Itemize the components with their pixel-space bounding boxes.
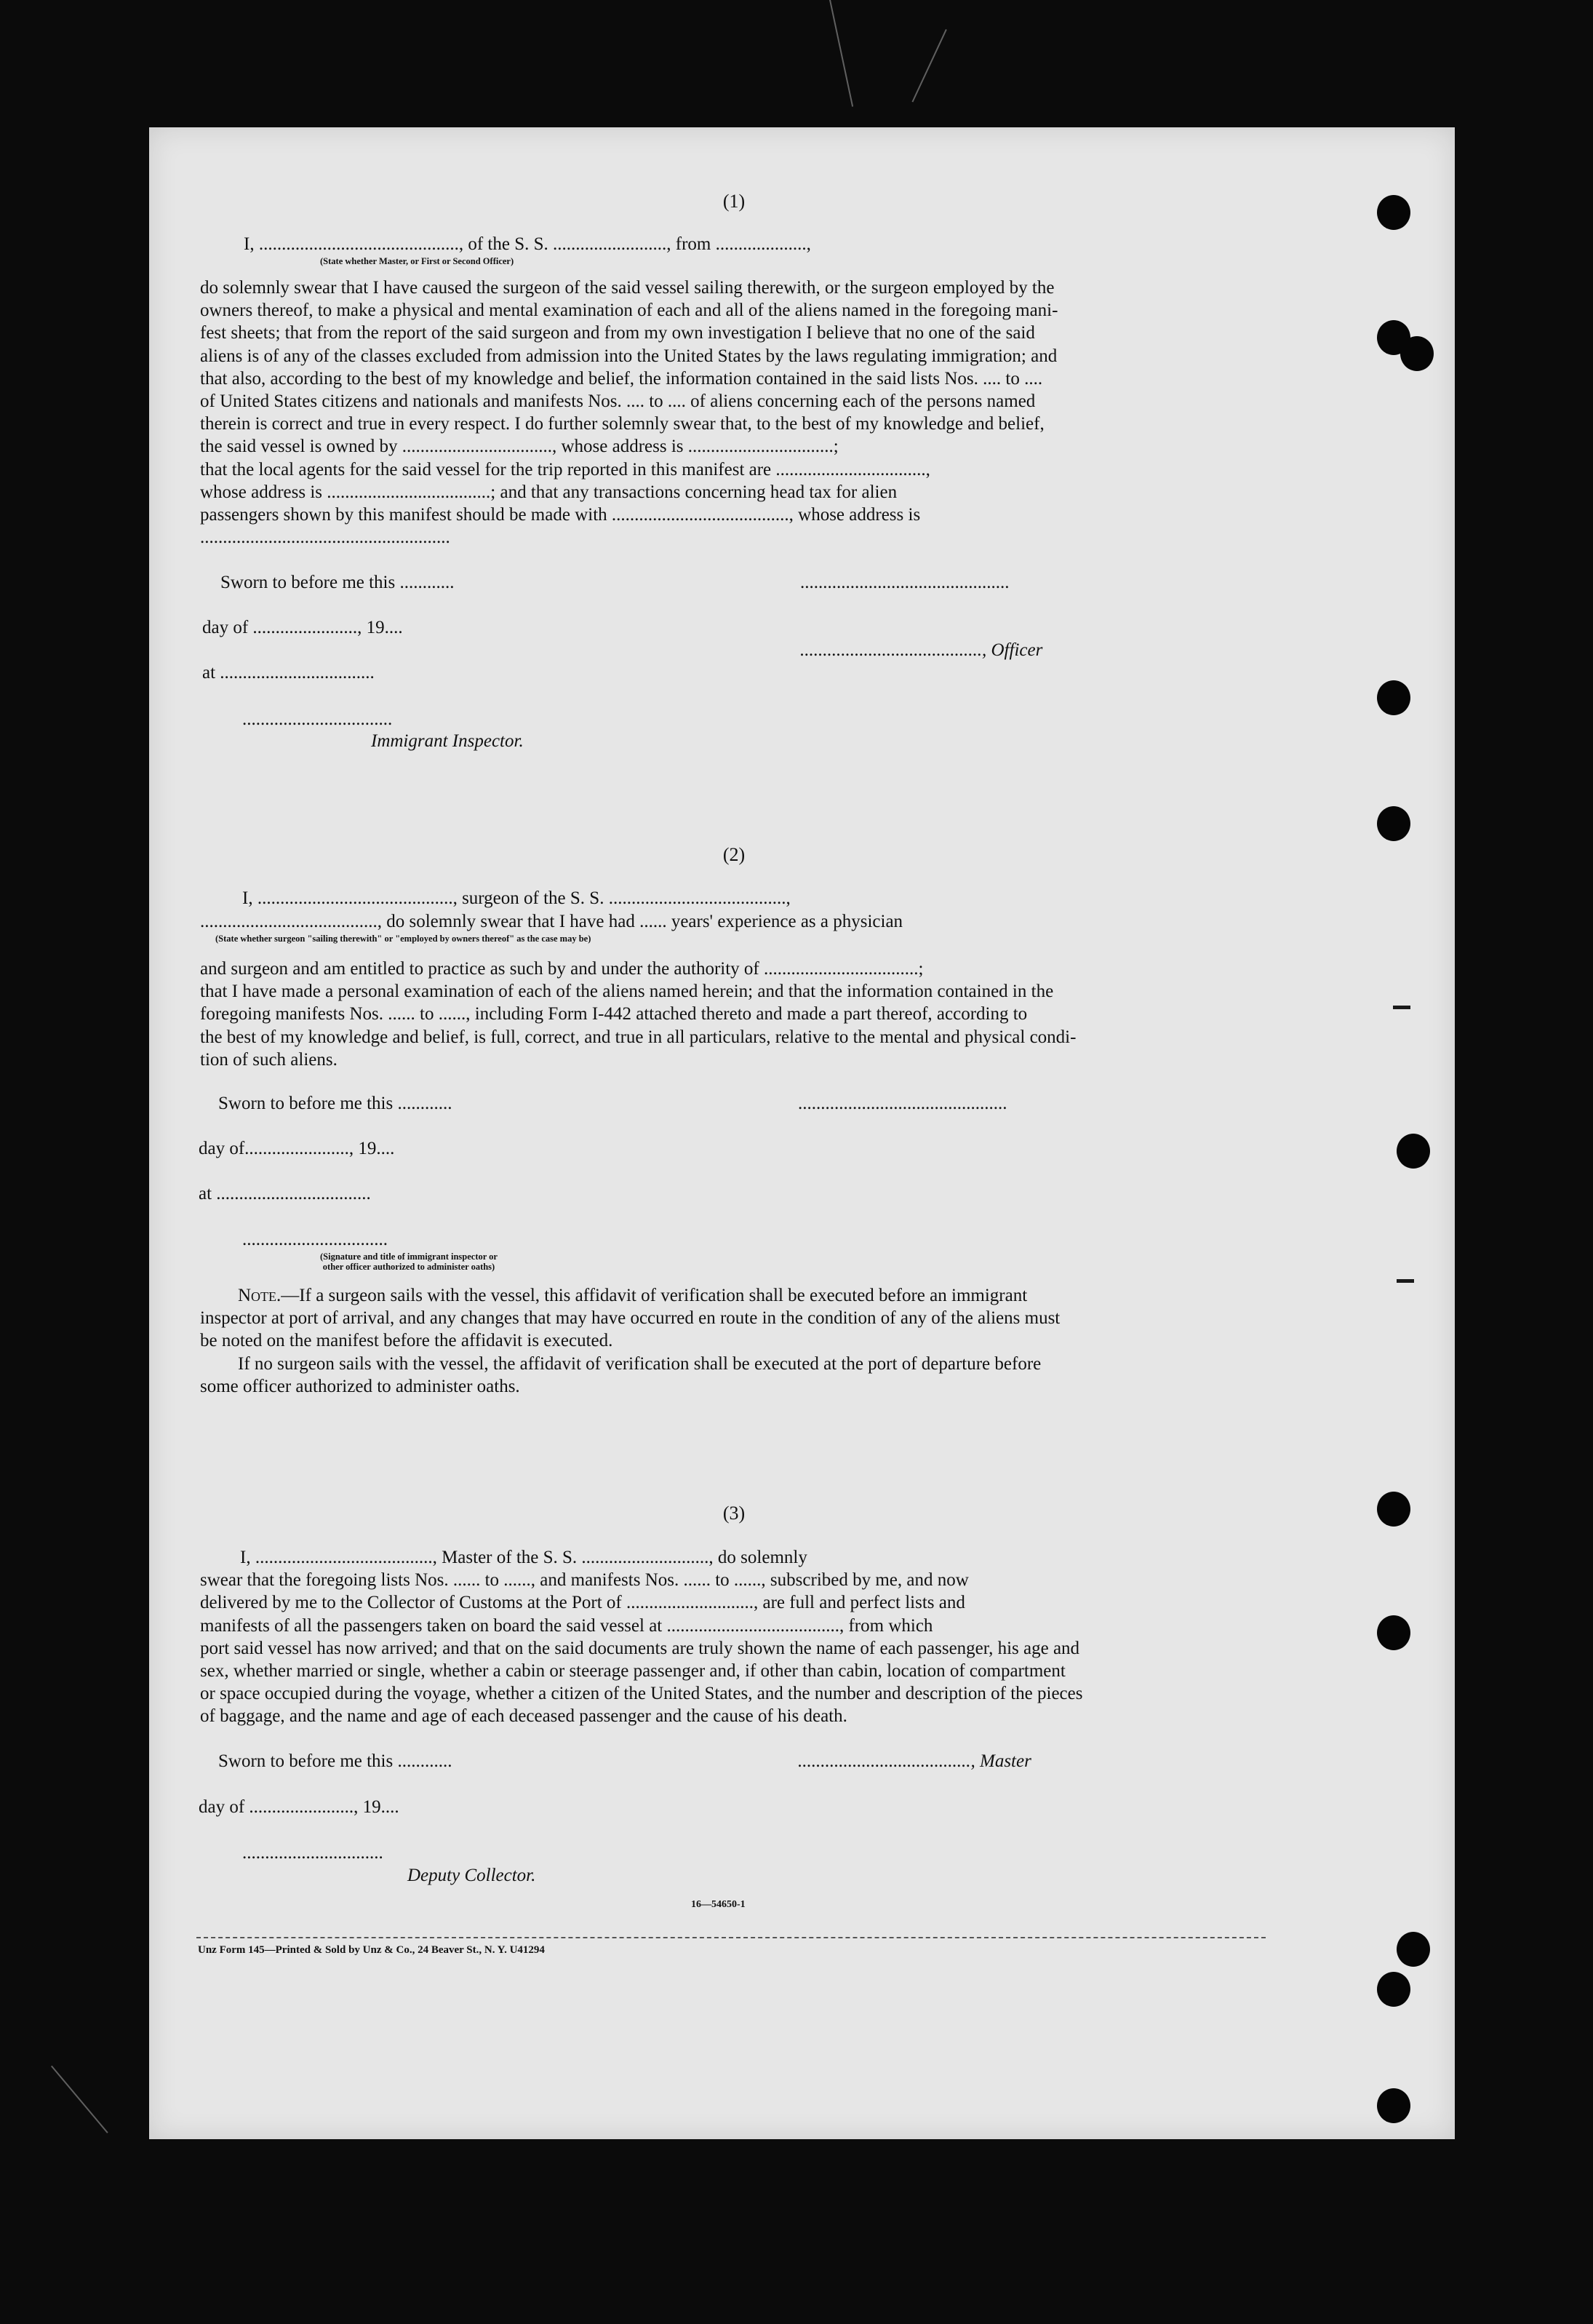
- note-line: be noted on the manifest before the affidavit is executed.: [200, 1331, 613, 1351]
- section-1-caption: (State whether Master, or First or Second Officer): [320, 256, 514, 266]
- section-3-master-line: ......................................, Master: [798, 1751, 1031, 1771]
- section-2-signature-caption: [249, 1251, 569, 1272]
- section-3-signature-dots: ...............................: [242, 1843, 383, 1863]
- section-2-note: [200, 1284, 1266, 1398]
- paragraph-line: I, ......................................., Master of the S. S. ............................, do solemnly: [240, 1548, 807, 1567]
- section-3-sworn: Sworn to before me this ............: [218, 1751, 452, 1771]
- paragraph-line: fest sheets; that from the report of the said surgeon and from my own investigation I believe that no one of the said: [200, 323, 1035, 343]
- note-line: inspector at port of arrival, and any changes that may have occurred en route in the condition of any of the aliens must: [200, 1308, 1061, 1329]
- paragraph-line: owners thereof, to make a physical and mental examination of each and all of the aliens named in the foregoing mani-: [200, 301, 1058, 321]
- signature-caption-line: other officer authorized to administer oaths): [322, 1262, 495, 1272]
- section-1-day-of: day of ......................., 19....: [202, 618, 403, 637]
- section-2-at: at ..................................: [199, 1184, 371, 1203]
- section-1-paragraph: [200, 276, 1266, 549]
- paragraph-line: whose address is ....................................; and that any transactions concerning head tax for alien: [200, 482, 898, 502]
- paragraph-line: and surgeon and am entitled to practice as such by and under the authority of ..................................;: [200, 959, 924, 979]
- note-label: Note.: [238, 1286, 282, 1305]
- paragraph-line: manifests of all the passengers taken on board the said vessel at ......................................, from which: [200, 1615, 933, 1636]
- officer-signature-line: ........................................, Officer: [800, 640, 1043, 660]
- section-1-signature-dots: .................................: [242, 709, 393, 729]
- note-line: If no surgeon sails with the vessel, the affidavit of verification shall be executed at the port of departure before: [238, 1353, 1042, 1374]
- paragraph-line: foregoing manifests Nos. ...... to ......, including Form I-442 attached thereto and made a part thereof, according to: [200, 1004, 1028, 1024]
- paragraph-line: port said vessel has now arrived; and that on the said documents are truly shown the name of each passenger, his age and: [200, 1638, 1080, 1658]
- paragraph-line: that also, according to the best of my knowledge and belief, the information contained in the said lists Nos. .... to ....: [200, 368, 1043, 389]
- section-1-officer-line: [800, 640, 1042, 661]
- paragraph-line: do solemnly swear that I have caused the surgeon of the said vessel sailing therewith, or the surgeon employed by the: [200, 278, 1055, 298]
- section-2-officer-dots: ..............................................: [798, 1094, 1007, 1113]
- paragraph-line: the best of my knowledge and belief, is full, correct, and true in all particulars, relative to the mental and physical condi-: [200, 1027, 1077, 1047]
- paragraph-line: .......................................................: [200, 528, 450, 548]
- paragraph-line: that the local agents for the said vessel for the trip reported in this manifest are .................................,: [200, 459, 930, 479]
- paragraph-line: passengers shown by this manifest should be made with ......................................., whose address is: [200, 505, 921, 525]
- signature-caption-line: (Signature and title of immigrant inspector or: [320, 1251, 498, 1262]
- paragraph-line: of baggage, and the name and age of each deceased passenger and the cause of his death.: [200, 1706, 847, 1727]
- paragraph-line: sex, whether married or single, whether a cabin or steerage passenger and, if other than cabin, location of compartment: [200, 1661, 1066, 1682]
- section-1-officer-dots: ..............................................: [800, 573, 1010, 592]
- section-1-sworn: Sworn to before me this ............: [220, 573, 455, 592]
- paragraph-line: or space occupied during the voyage, whether a citizen of the United States, and the number and description of the pieces: [200, 1684, 1083, 1704]
- section-1-number: (1): [722, 191, 746, 212]
- section-2-paragraph: [200, 958, 1266, 1071]
- section-1-opening-line: [244, 234, 1266, 255]
- section-2-line-2: ......................................., do solemnly swear that I have had ...... years' experience as a physician: [200, 912, 903, 931]
- section-3-number: (3): [722, 1503, 746, 1524]
- section-2-sworn: Sworn to before me this ............: [218, 1094, 452, 1113]
- section-1-at: at ..................................: [202, 663, 375, 683]
- paragraph-line: swear that the foregoing lists Nos. ...... to ......, and manifests Nos. ...... to ......, subscribed by me, and now: [200, 1570, 969, 1591]
- section-3-paragraph: [200, 1546, 1266, 1728]
- section-1-opening-text: I, ............................................, of the S. S. ........................., from ....................,: [244, 234, 811, 254]
- paragraph-line: delivered by me to the Collector of Customs at the Port of ............................, are full and perfect lists and: [200, 1593, 965, 1613]
- paragraph-line: that I have made a personal examination of each of the aliens named herein; and that the information contained in the: [200, 982, 1054, 1002]
- paragraph-line: of United States citizens and nationals and manifests Nos. .... to .... of aliens concerning each of the persons named: [200, 391, 1036, 412]
- section-2-day-of: day of......................., 19....: [199, 1139, 395, 1158]
- section-2-number: (2): [722, 844, 746, 865]
- paragraph-line: the said vessel is owned by ................................., whose address is ................................;: [200, 437, 839, 457]
- paragraph-line: aliens is of any of the classes excluded from admission into the United States by the laws regulating immigration; and: [200, 346, 1058, 366]
- section-2-caption: (State whether surgeon "sailing therewith" or "employed by owners thereof" as the case may be): [215, 934, 591, 944]
- section-1-inspector-label: Immigrant Inspector.: [371, 731, 524, 751]
- section-2-line-1: I, ..........................................., surgeon of the S. S. .......................................,: [242, 888, 791, 908]
- paragraph-line: tion of such aliens.: [200, 1049, 338, 1070]
- printer-imprint: Unz Form 145—Printed & Sold by Unz & Co., 24 Beaver St., N. Y. U41294: [198, 1944, 545, 1956]
- note-line: some officer authorized to administer oaths.: [200, 1376, 520, 1396]
- section-3-collector-label: Deputy Collector.: [407, 1866, 536, 1885]
- footer-divider: [196, 1937, 1266, 1938]
- note-first-line: [200, 1284, 1266, 1307]
- section-2-signature-dots: ................................: [242, 1230, 388, 1249]
- note-line: —If a surgeon sails with the vessel, this affidavit of verification shall be executed before an immigrant: [281, 1286, 1028, 1305]
- paragraph-line: therein is correct and true in every respect. I do further solemnly swear that, to the best of my knowledge and belief,: [200, 414, 1045, 434]
- section-3-day-of: day of ......................., 19....: [199, 1797, 399, 1817]
- form-code: 16—54650-1: [691, 1899, 746, 1910]
